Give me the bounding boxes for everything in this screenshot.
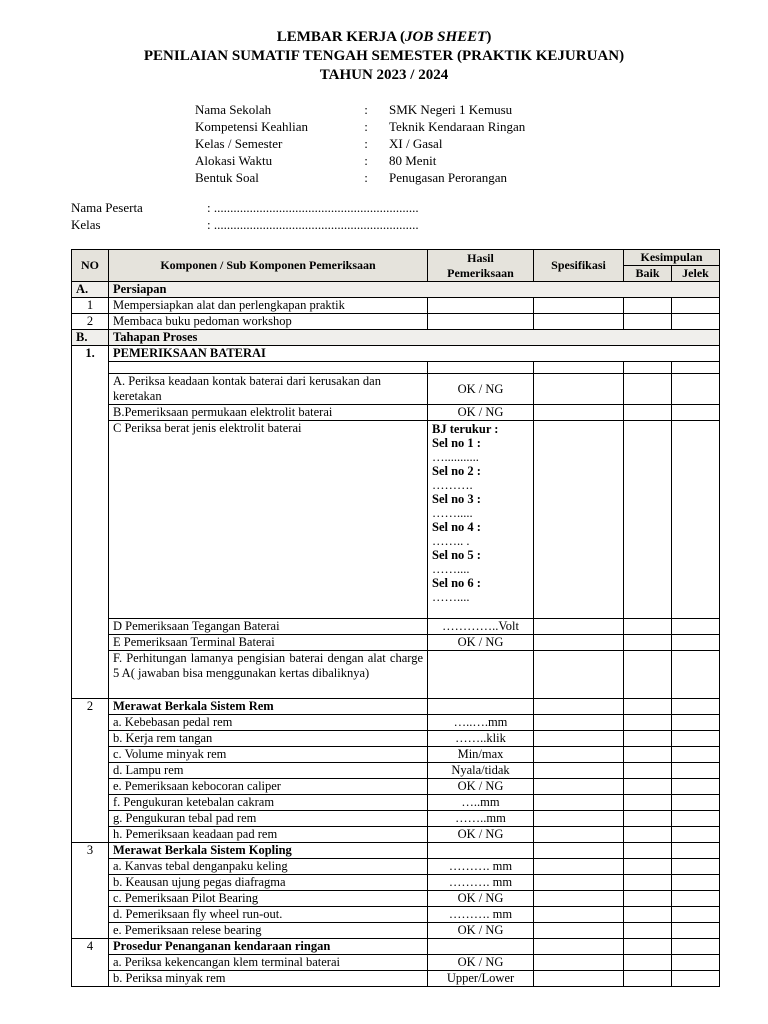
info-row: Alokasi Waktu : 80 Menit	[195, 153, 437, 168]
section-row-b: B. Tahapan Proses	[72, 330, 720, 346]
col-header-hasil: Hasil Pemeriksaan	[428, 250, 534, 282]
col-header-baik: Baik	[624, 266, 672, 282]
table-row: h. Pemeriksaan keadaan pad rem OK / NG	[72, 827, 720, 843]
participant-name-field[interactable]: Nama Peserta : ...............................................................	[71, 200, 419, 215]
doc-year: TAHUN 2023 / 2024	[319, 67, 449, 83]
table-row: E Pemeriksaan Terminal Baterai OK / NG	[72, 635, 720, 651]
group-header-rem: 2 Merawat Berkala Sistem Rem	[72, 699, 720, 715]
table-row: F. Perhitungan lamanya pengisian baterai dengan alat charge 5 A( jawaban bisa menggunakan kertas dibaliknya)	[72, 651, 720, 699]
table-row: d. Pemeriksaan fly wheel run-out. ………. mm	[72, 907, 720, 923]
table-row: B.Pemeriksaan permukaan elektrolit baterai OK / NG	[72, 405, 720, 421]
table-row: d. Lampu rem Nyala/tidak	[72, 763, 720, 779]
col-header-kesimpulan: Kesimpulan	[624, 250, 720, 266]
col-header-spesifikasi: Spesifikasi	[534, 250, 624, 282]
info-row: Kelas / Semester : XI / Gasal	[195, 136, 443, 151]
table-row-bj: C Periksa berat jenis elektrolit baterai BJ terukur : Sel no 1 : …........... Sel no 2 : ………. Sel no 3 : ……..... Sel no 4 : …….. . Sel no 5 : …….... Sel no 6 : ……....	[72, 421, 720, 619]
table-row: D Pemeriksaan Tegangan Baterai …………..Volt	[72, 619, 720, 635]
group-header-kopling: 3 Merawat Berkala Sistem Kopling	[72, 843, 720, 859]
table-row: 1 Mempersiapkan alat dan perlengkapan praktik	[72, 298, 720, 314]
table-row: A. Periksa keadaan kontak baterai dari kerusakan dan keretakan OK / NG	[72, 374, 720, 405]
table-row: a. Periksa kekencangan klem terminal baterai OK / NG	[72, 955, 720, 971]
bj-measurement-cell[interactable]: BJ terukur : Sel no 1 : …........... Sel no 2 : ………. Sel no 3 : ……..... Sel no 4 : …….. . Sel no 5 : …….... Sel no 6 : ……....	[428, 421, 534, 619]
table-row-blank	[72, 362, 720, 374]
info-row: Kompetensi Keahlian : Teknik Kendaraan Ringan	[195, 119, 526, 134]
table-row: b. Keausan ujung pegas diafragma ………. mm	[72, 875, 720, 891]
table-row: a. Kanvas tebal denganpaku keling ………. mm	[72, 859, 720, 875]
assessment-table	[71, 249, 720, 987]
table-row: 2 Membaca buku pedoman workshop	[72, 314, 720, 330]
group-header-baterai: 1. PEMERIKSAAN BATERAI	[72, 346, 720, 362]
table-row: a. Kebebasan pedal rem …..….mm	[72, 715, 720, 731]
doc-title: LEMBAR KERJA (JOB SHEET)	[276, 29, 492, 45]
table-row: c. Pemeriksaan Pilot Bearing OK / NG	[72, 891, 720, 907]
table-row: b. Periksa minyak rem Upper/Lower	[72, 971, 720, 987]
info-row: Nama Sekolah : SMK Negeri 1 Kemusu	[195, 102, 513, 117]
doc-subtitle: PENILAIAN SUMATIF TENGAH SEMESTER (PRAKTIK KEJURUAN)	[143, 48, 625, 64]
col-header-jelek: Jelek	[672, 266, 720, 282]
participant-block	[71, 199, 419, 233]
table-row: b. Kerja rem tangan ……..klik	[72, 731, 720, 747]
col-header-komponen: Komponen / Sub Komponen Pemeriksaan	[109, 250, 428, 282]
col-header-no: NO	[72, 250, 109, 282]
table-row: e. Pemeriksaan relese bearing OK / NG	[72, 923, 720, 939]
group-header-prosedur: 4 Prosedur Penanganan kendaraan ringan	[72, 939, 720, 955]
table-row: f. Pengukuran ketebalan cakram …..mm	[72, 795, 720, 811]
table-row: e. Pemeriksaan kebocoran caliper OK / NG	[72, 779, 720, 795]
participant-class-field[interactable]: Kelas : ...............................................................	[71, 217, 419, 232]
info-row: Bentuk Soal : Penugasan Perorangan	[195, 170, 508, 185]
table-row: g. Pengukuran tebal pad rem ……..mm	[72, 811, 720, 827]
table-row: c. Volume minyak rem Min/max	[72, 747, 720, 763]
school-info-block	[195, 101, 525, 186]
section-row-a: A. Persiapan	[72, 282, 720, 298]
